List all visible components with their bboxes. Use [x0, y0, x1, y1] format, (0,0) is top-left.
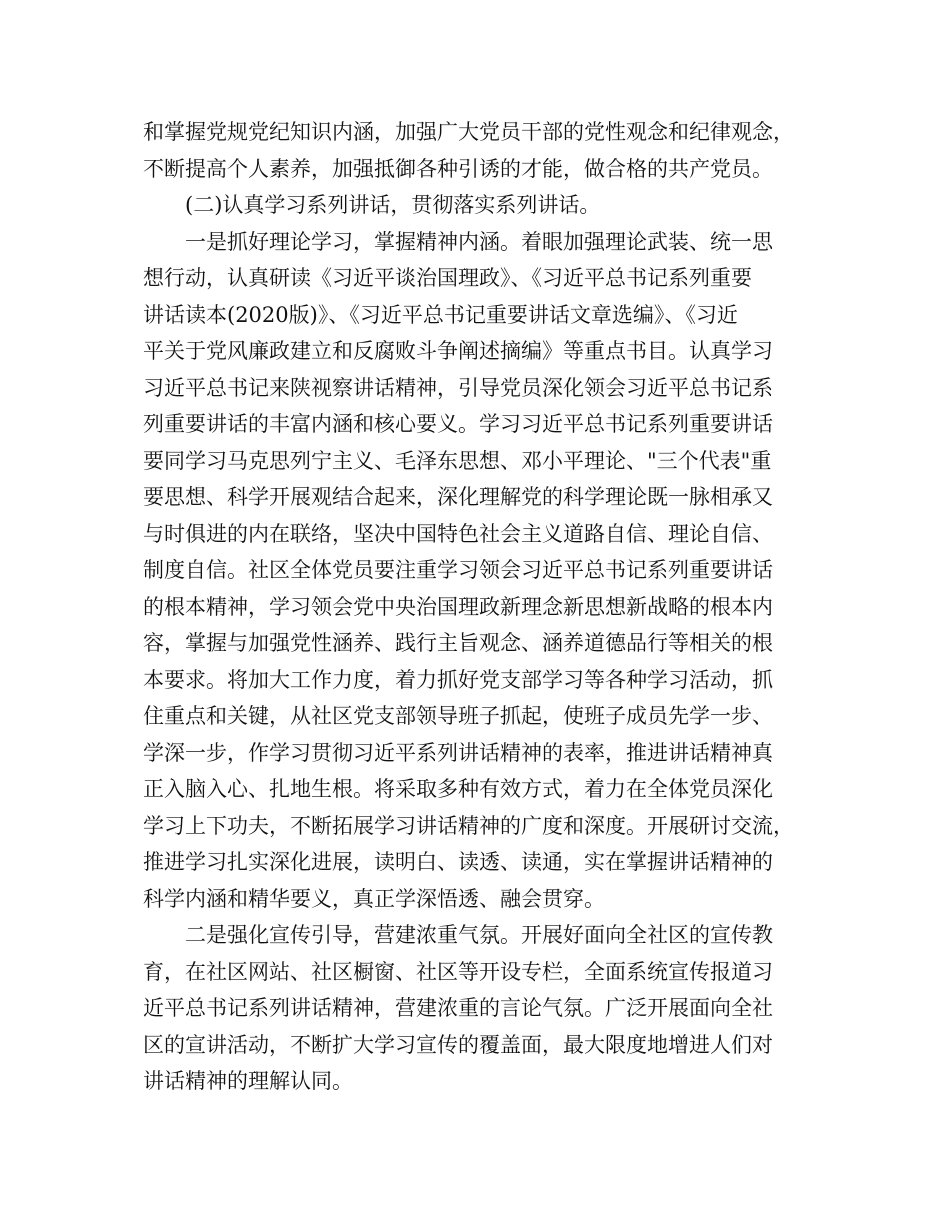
- text-line: 平关于党风廉政建立和反腐败斗争阐述摘编》等重点书目。认真学习: [143, 339, 773, 363]
- text-line: 正入脑入心、扎地生根。将采取多种有效方式，着力在全体党员深化: [143, 777, 773, 801]
- text-line: 要思想、科学开展观结合起来，深化理解党的科学理论既一脉相承又: [143, 485, 773, 509]
- text-line: 一是抓好理论学习，掌握精神内涵。着眼加强理论武装、统一思: [185, 229, 773, 254]
- text-line: 容，掌握与加强党性涵养、践行主旨观念、涵养道德品行等相关的根: [143, 631, 773, 655]
- text-line: 的根本精神，学习领会党中央治国理政新理念新思想新战略的根本内: [143, 594, 773, 619]
- text-line: 列重要讲话的丰富内涵和核心要义。学习习近平总书记系列重要讲话: [143, 412, 773, 436]
- text-line: 二是强化宣传引导，营建浓重气氛。开展好面向全社区的宣传教: [185, 923, 773, 947]
- text-line: 不断提高个人素养，加强抵御各种引诱的才能，做合格的共产党员。: [143, 156, 773, 181]
- text-line: 本要求。将加大工作力度，着力抓好党支部学习等各种学习活动，抓: [143, 667, 773, 692]
- text-line: 育，在社区网站、社区橱窗、社区等开设专栏，全面系统宣传报道习: [143, 959, 773, 984]
- text-line: 推进学习扎实深化进展，读明白、读透、读通，实在掌握讲话精神的: [143, 850, 773, 874]
- text-line: 科学内涵和精华要义，真正学深悟透、融会贯穿。: [143, 886, 605, 911]
- text-line: 和掌握党规党纪知识内涵，加强广大党员干部的党性观念和纪律观念，: [143, 120, 794, 144]
- document-body: [143, 114, 823, 1100]
- text-line: 要同学习马克思列宁主义、毛泽东思想、邓小平理论、"三个代表"重: [143, 448, 772, 473]
- text-line: 制度自信。社区全体党员要注重学习领会习近平总书记系列重要讲话: [143, 558, 773, 582]
- text-line: 学习上下功夫，不断拓展学习讲话精神的广度和深度。开展研讨交流，: [143, 813, 794, 838]
- text-line: (二)认真学习系列讲话，贯彻落实系列讲话。: [185, 193, 601, 217]
- text-line: 想行动，认真研读《习近平谈治国理政》、《习近平总书记系列重要: [143, 266, 752, 290]
- text-line: 学深一步，作学习贯彻习近平系列讲话精神的表率，推进讲话精神真: [143, 740, 773, 765]
- text-line: 住重点和关键，从社区党支部领导班子抓起，使班子成员先学一步、: [143, 704, 773, 728]
- text-line: 习近平总书记来陕视察讲话精神，引导党员深化领会习近平总书记系: [143, 375, 773, 400]
- text-line: 近平总书记系列讲话精神，营建浓重的言论气氛。广泛开展面向全社: [143, 996, 773, 1020]
- text-line: 讲话精神的理解认同。: [143, 1069, 353, 1093]
- text-line: 与时俱进的内在联络，坚决中国特色社会主义道路自信、理论自信、: [143, 521, 773, 546]
- text-line: 区的宣讲活动，不断扩大学习宣传的覆盖面，最大限度地增进人们对: [143, 1032, 773, 1057]
- text-line: 讲话读本(2020版)》、《习近平总书记重要讲话文章选编》、《习近: [143, 302, 738, 327]
